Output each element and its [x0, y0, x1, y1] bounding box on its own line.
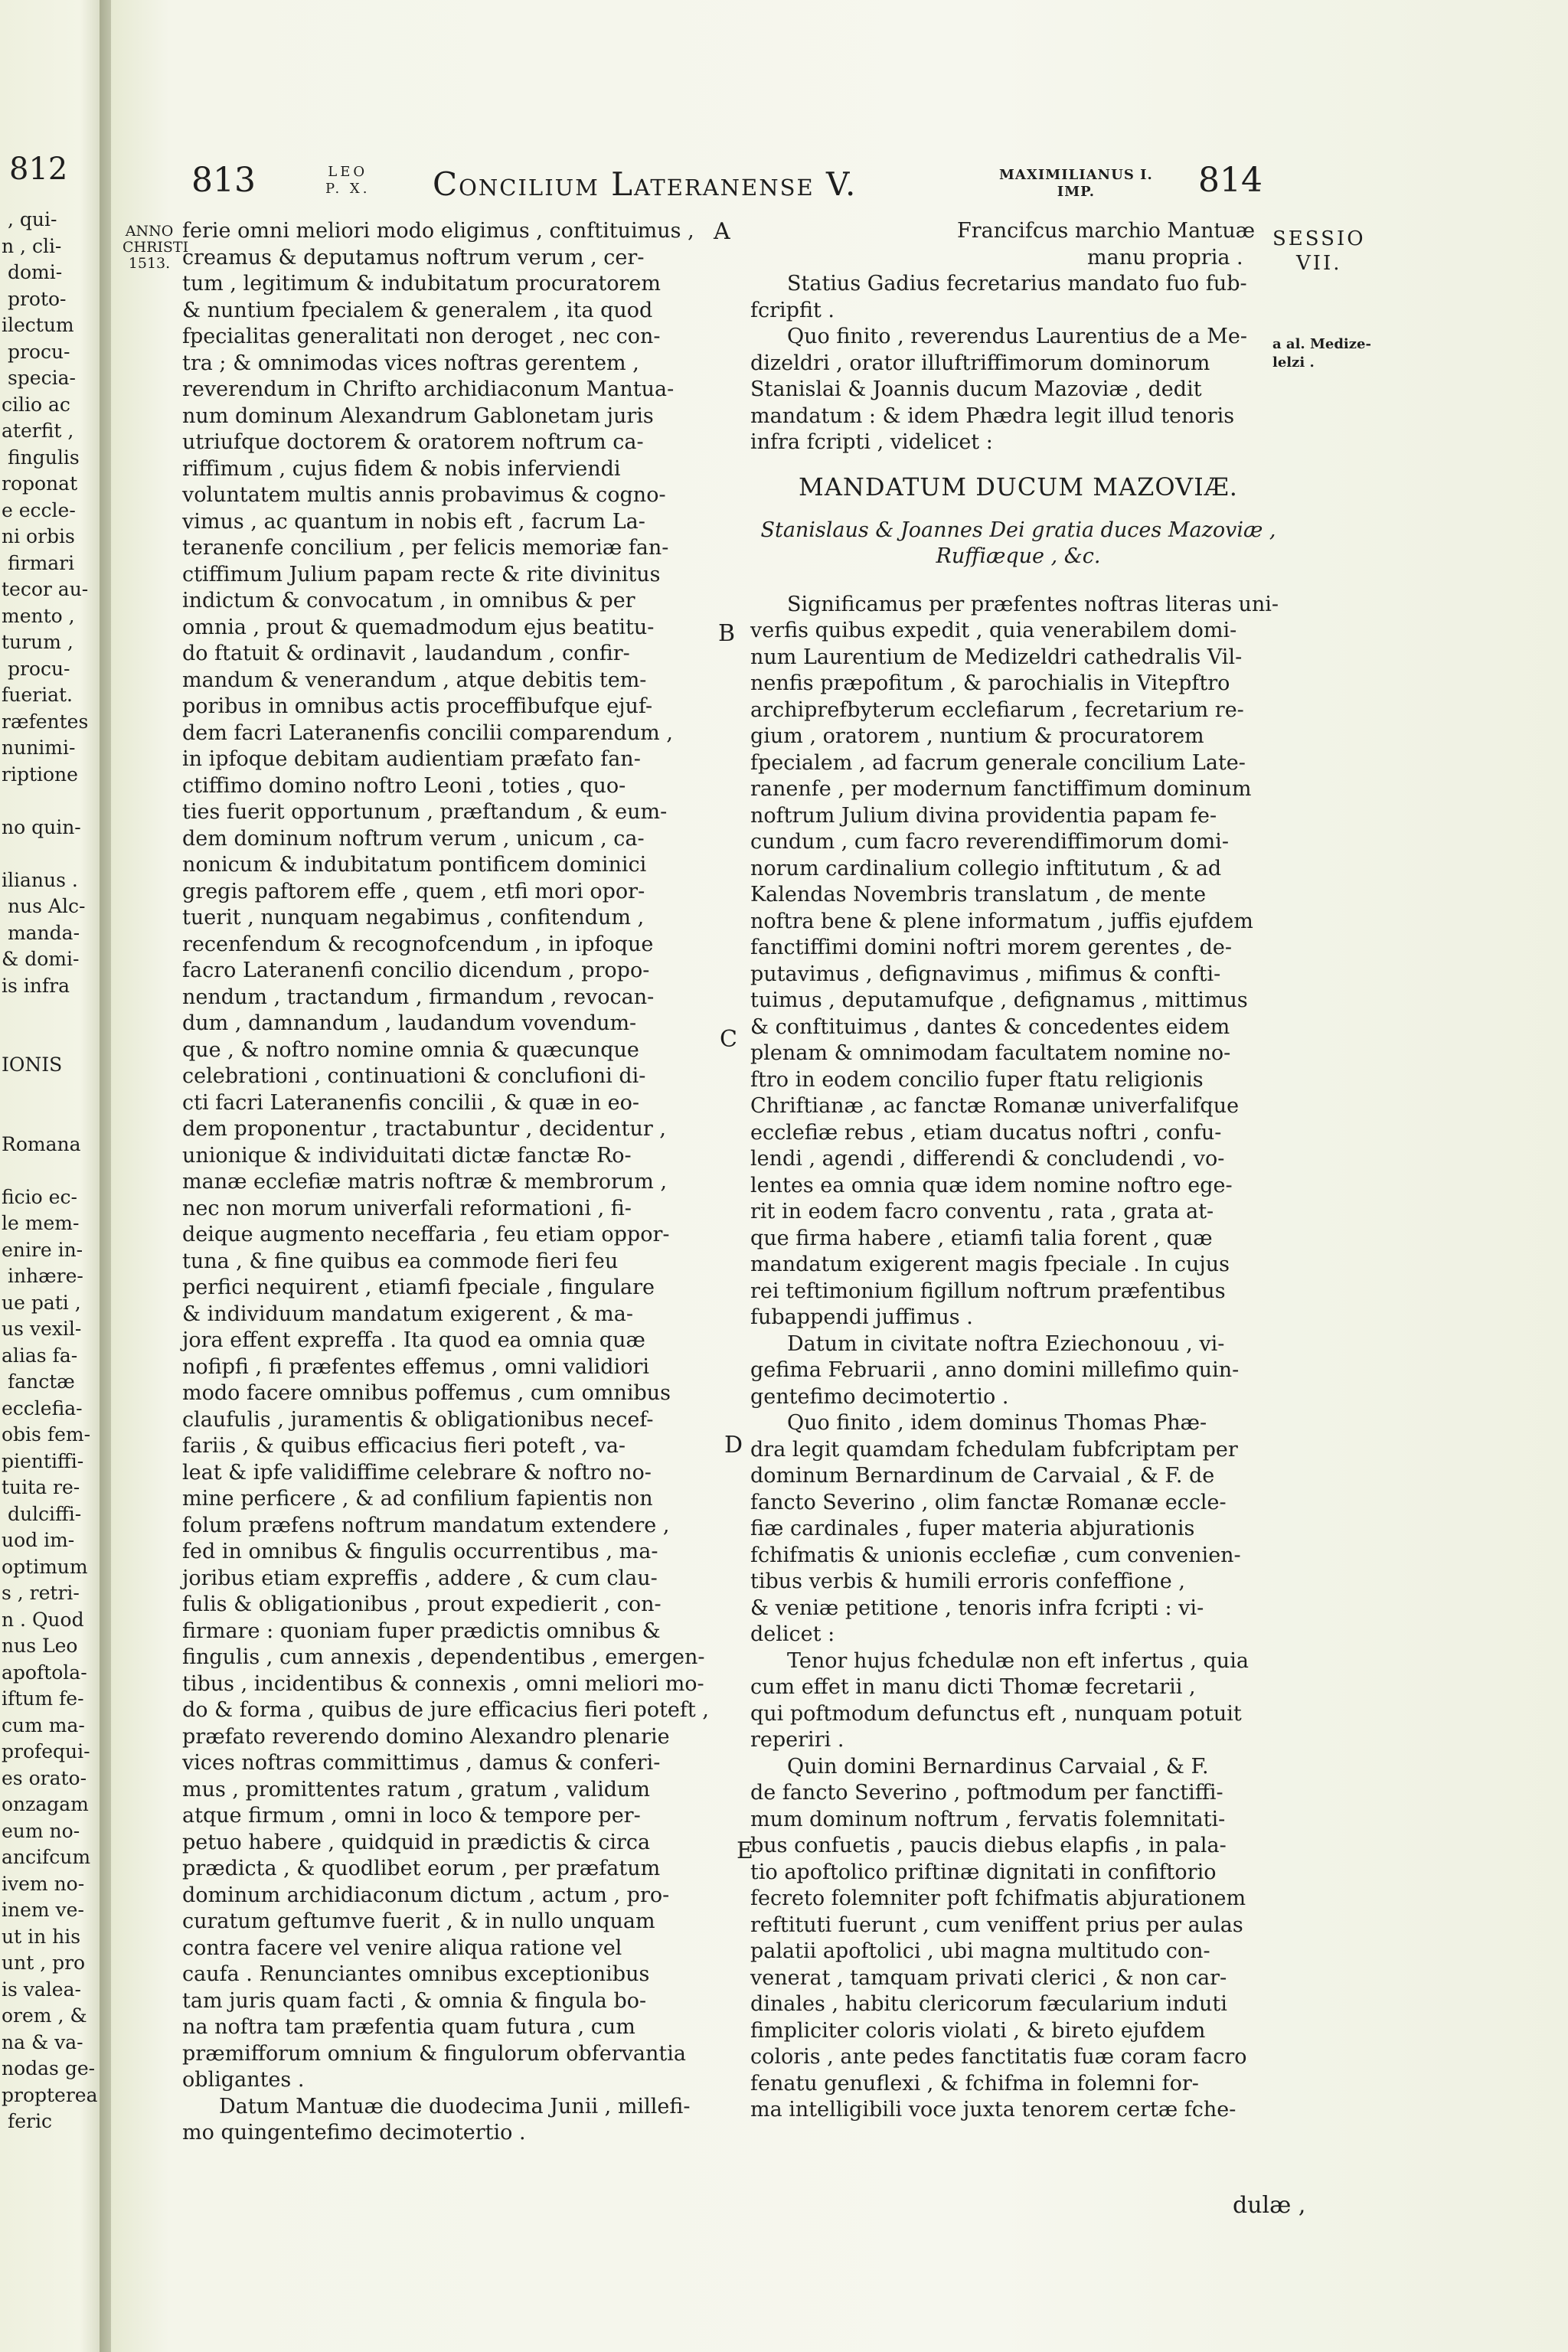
text-line: leat & ipfe validiffime celebrare & noftro no- — [182, 1460, 652, 1485]
text-line: contra facere vel venire aliqua ratione vel — [182, 1936, 622, 1960]
left-page-line: alias fa- — [2, 1344, 78, 1367]
text-line: obligantes . — [182, 2068, 305, 2092]
paragraph-line: rei teftimonium figillum noftrum præfentibus — [750, 1279, 1226, 1303]
left-page-line: us vexil- — [2, 1318, 82, 1340]
subheading-line: Ruffiæque , &c. — [936, 544, 1101, 568]
page-title: Concilium Lateranense V. — [433, 165, 858, 203]
left-page-line: ue pati , — [2, 1291, 81, 1314]
left-page-line: es orato- — [2, 1766, 87, 1789]
paragraph-line: ma intelligibili voce juxta tenorem certæ fche- — [750, 2098, 1236, 2122]
left-page-line — [2, 841, 115, 867]
text-line: na noftra tam præfentia quam futura , cum — [182, 2015, 635, 2039]
paragraph-line: fecreto folemniter poft fchifmatis abjurationem — [750, 1886, 1246, 1910]
left-page-line: e eccle- — [2, 498, 76, 521]
paragraph-line: & veniæ petitione , tenoris infra fcripti : vi- — [750, 1596, 1204, 1620]
paragraph-line: dominum Bernardinum de Carvaial , & F. de — [750, 1464, 1215, 1488]
paragraph-line: Datum in civitate noftra Eziechonouu , vi- — [787, 1331, 1225, 1356]
left-page-line: aterfit , — [2, 420, 74, 442]
text-line: fariis , & quibus efficacius fieri poteft , va- — [182, 1434, 626, 1458]
left-page-line: ficio ec- — [2, 1185, 77, 1208]
paragraph-line: dinales , habitu clericorum fæcularium induti — [750, 1992, 1227, 2016]
text-line: nonicum & indubitatum pontificem dominici — [182, 853, 647, 877]
paragraph-line: cum effet in manu dicti Thomæ fecretarii , — [750, 1675, 1196, 1699]
text-line: creamus & deputamus noftrum verum , cer- — [182, 245, 645, 270]
left-page-edge — [0, 0, 115, 2352]
paragraph-line: tio apoftolico priftinæ dignitati in confiftorio — [750, 1860, 1217, 1884]
text-line: dem proponentur , tractabuntur , decidentur , — [182, 1117, 666, 1141]
left-page-line — [2, 788, 115, 815]
left-page-line: mento , — [2, 604, 75, 627]
paragraph-line: fancto Severino , olim fanctæ Romanæ eccle- — [750, 1490, 1227, 1514]
left-page-line: Romana — [2, 1132, 81, 1155]
left-page-line: IONIS — [2, 1054, 63, 1076]
text-line: do ftatuit & ordinavit , laudandum , confir- — [182, 642, 630, 665]
left-page-line: propterea — [2, 2083, 98, 2106]
left-page-line: cilio ac — [2, 393, 70, 416]
left-page-line: apoftola- — [2, 1661, 87, 1684]
left-page-line: cum ma- — [2, 1713, 85, 1736]
left-page-line: feric — [2, 2110, 52, 2132]
text-line: modo facere omnibus poffemus , cum omnibus — [182, 1381, 671, 1405]
text-line: ctiffimo domino noftro Leoni , toties , quo- — [182, 773, 626, 798]
section-heading: MANDATUM DUCUM MAZOVIÆ. — [799, 472, 1238, 501]
left-page-line: is valea- — [2, 1978, 81, 2001]
left-page-line: , qui- — [2, 208, 57, 230]
margin-sessio: SESSIO VII. — [1272, 227, 1366, 275]
text-line: teranenfe concilium , per felicis memoriæ fan- — [182, 536, 669, 560]
left-page-line: roponat — [2, 472, 78, 495]
text-line: fpecialitas generalitati non deroget , nec con- — [182, 325, 661, 348]
paragraph-line: noftrum Julium divina providentia papam fe- — [750, 803, 1217, 828]
left-page-line: le mem- — [2, 1212, 80, 1234]
text-line: præmifforum omnium & fingulorum obfervantia — [182, 2041, 686, 2066]
paragraph-line: Statius Gadius fecretarius mandato fuo fub- — [787, 272, 1247, 296]
text-line: reverendum in Chrifto archidiaconum Mantua- — [182, 377, 675, 401]
paragraph-line: rit in eodem facro conventu , rata , grata at- — [750, 1200, 1214, 1223]
left-page-line: n , cli- — [2, 234, 62, 257]
left-page-line: procu- — [2, 657, 70, 680]
paragraph-line: putavimus , defignavimus , mifimus & confti- — [750, 962, 1221, 986]
left-page-line: ancifcum — [2, 1846, 91, 1868]
text-line: mine perficere , & ad confilium fapientis non — [182, 1487, 653, 1511]
text-line: perfici nequirent , etiamfi fpeciale , fingulare — [182, 1276, 655, 1299]
left-page-line — [2, 999, 115, 1026]
dated-line: mo quingentefimo decimotertio . — [182, 2121, 526, 2145]
text-line: nec non morum univerfali reformationi , fi- — [182, 1196, 632, 1220]
text-line: jora effent expreffa . Ita quod ea omnia quæ — [182, 1328, 645, 1352]
left-page-line: orem , & — [2, 2004, 87, 2027]
text-line: cti facri Lateranenfis concilii , & quæ in eo- — [182, 1090, 639, 1115]
text-line: & individuum mandatum exigerent , & ma- — [182, 1302, 634, 1326]
text-line: fed in omnibus & fingulis occurrentibus , ma- — [182, 1540, 658, 1563]
paragraph-line: mandatum exigerent magis fpeciale . In cujus — [750, 1253, 1230, 1276]
text-line: unionique & individuitati dictæ fanctæ Ro- — [182, 1143, 632, 1168]
left-page-line: ut in his — [2, 1925, 81, 1948]
left-page-line: enire in- — [2, 1238, 83, 1261]
left-page-line: nus Leo — [2, 1635, 78, 1657]
text-line: recenfendum & recognofcendum , in ipfoque — [182, 932, 654, 956]
text-line: fingulis , cum annexis , dependentibus , emergen- — [182, 1645, 705, 1669]
text-line: omnia , prout & quemadmodum ejus beatitu- — [182, 615, 655, 639]
left-page-line: domi- — [2, 261, 63, 283]
paragraph-line: Quo finito , idem dominus Thomas Phæ- — [787, 1411, 1207, 1435]
text-line: præfato reverendo domino Alexandro plenarie — [182, 1724, 670, 1749]
paragraph-line: gefima Februarii , anno domini millefimo quin- — [750, 1358, 1240, 1382]
paragraph-line: dra legit quamdam fchedulam fubfcriptam per — [750, 1437, 1238, 1462]
paragraph-line: Chriftianæ , ac fanctæ Romanæ univerfalifque — [750, 1094, 1240, 1118]
paragraph-line: que firma habere , etiamfi talia forent , quæ — [750, 1226, 1213, 1250]
left-page-line — [2, 1105, 115, 1132]
left-page-line: no quin- — [2, 815, 81, 838]
paragraph-line: archiprefbyterum ecclefiarum , fecretarium re- — [750, 697, 1244, 722]
text-line: utriufque doctorem & oratorem noftrum ca- — [182, 430, 644, 454]
text-line: atque firmum , omni in loco & tempore per- — [182, 1804, 641, 1828]
paragraph-line: & conftituimus , dantes & concedentes eidem — [750, 1014, 1230, 1039]
paragraph-line: lendi , agendi , differendi & concludendi , vo- — [750, 1147, 1225, 1171]
paragraph-line: qui poftmodum defunctus eft , nunquam potuit — [750, 1701, 1242, 1726]
left-page-text — [2, 207, 115, 2135]
paragraph-line: delicet : — [750, 1622, 835, 1646]
paragraph-line: ftro in eodem concilio fuper ftatu religionis — [750, 1067, 1204, 1092]
text-line: indictum & convocatum , in omnibus & per — [182, 589, 635, 612]
paragraph-line: Significamus per præfentes noftras literas uni- — [787, 592, 1279, 616]
text-line: do & forma , quibus de jure efficacius fieri poteft , — [182, 1698, 709, 1722]
paragraph-line: fimpliciter coloris violati , & bireto ejufdem — [750, 2018, 1206, 2043]
text-line: riffimum , cujus fidem & nobis inferviendi — [182, 456, 621, 481]
text-line: ferie omni meliori modo eligimus , conftituimus , — [182, 219, 694, 243]
left-page-line: nus Alc- — [2, 895, 86, 917]
left-page-line: profequi- — [2, 1740, 90, 1762]
left-page-line — [2, 1026, 115, 1053]
spacer — [750, 570, 1286, 592]
text-line: & nuntium fpecialem & generalem , ita quod — [182, 298, 653, 322]
text-line: claufulis , juramentis & obligationibus necef- — [182, 1407, 654, 1432]
left-page-line: onzagam — [2, 1793, 89, 1815]
paragraph-line: gium , oratorem , nuntium & procuratorem — [750, 724, 1204, 748]
left-page-line: ilianus . — [2, 868, 78, 891]
text-line: celebrationi , continuationi & conclufioni di- — [182, 1064, 646, 1088]
text-line: dem facri Lateranenfis concilii comparendum , — [182, 720, 673, 745]
left-page-line: unt , pro — [2, 1952, 86, 1974]
left-page-line: dulciffi- — [2, 1502, 82, 1525]
text-line: nendum , tractandum , firmandum , revocan- — [182, 985, 655, 1009]
left-page-line: pientiffi- — [2, 1449, 84, 1472]
left-column — [182, 218, 718, 2147]
signature-line: Francifcus marchio Mantuæ — [957, 219, 1256, 243]
paragraph-line: gentefimo decimotertio . — [750, 1384, 1009, 1409]
left-page-line: procu- — [2, 340, 70, 363]
emperor-label: MAXIMILIANUS I. IMP. — [999, 167, 1153, 200]
paragraph-line: nenfis præpofitum , & parochialis in Vitepftro — [750, 671, 1230, 695]
text-line: ctiffimum Julium papam recte & rite divinitus — [182, 562, 661, 586]
left-page-line: eum no- — [2, 1819, 80, 1842]
pope-label: LEO P. X. — [325, 164, 371, 197]
left-page-line: & domi- — [2, 948, 80, 970]
paragraph-line: fubappendi juffimus . — [750, 1305, 973, 1329]
text-line: tam juris quam facti , & omnia & fingula bo- — [182, 1988, 647, 2013]
paragraph-line: Quin domini Bernardinus Carvaial , & F. — [787, 1754, 1209, 1779]
text-line: vices noftras committimus , damus & conferi- — [182, 1751, 661, 1775]
right-column — [750, 218, 1286, 2124]
section-letter-e: E — [737, 1838, 753, 1864]
section-letter-a: A — [714, 218, 730, 245]
paragraph-line: tuimus , deputamufque , defignamus , mittimus — [750, 988, 1248, 1012]
text-line: mus , promittentes ratum , gratum , validum — [182, 1777, 650, 1802]
section-letter-d: D — [724, 1432, 743, 1459]
paragraph-line: cundum , cum facro reverendiffimorum domi- — [750, 830, 1229, 854]
left-page-line: n . Quod — [2, 1608, 84, 1631]
left-page-line — [2, 1158, 115, 1184]
paragraph-line: fanctiffimi domini noftri morem gerentes , de- — [750, 936, 1233, 959]
running-header — [191, 161, 1263, 207]
text-line: curatum geftumve fuerit , & in nullo unquam — [182, 1909, 655, 1933]
paragraph-line: mum dominum noftrum , fervatis folemnitati- — [750, 1807, 1226, 1831]
left-page-line — [2, 1079, 115, 1106]
text-line: joribus etiam expreffis , addere , & cum clau- — [182, 1566, 658, 1590]
catchword: dulæ , — [1233, 2192, 1306, 2219]
signature-line: manu propria . — [1087, 245, 1243, 270]
page-number-left: 813 — [191, 161, 256, 200]
left-page-line: inhære- — [2, 1265, 83, 1287]
left-page-line: uod im- — [2, 1529, 75, 1551]
margin-note: a al. Medize- lelzi . — [1272, 336, 1371, 371]
section-letter-b: B — [718, 620, 736, 647]
left-page-line: inem ve- — [2, 1899, 84, 1921]
text-line: tuerit , nunquam negabimus , confitendum , — [182, 906, 645, 929]
paragraph-line: num Laurentium de Medizeldri cathedralis Vil- — [750, 645, 1243, 669]
right-column-body — [750, 592, 1286, 2124]
paragraph-line: fenatu genuflexi , & fchifma in folemni for- — [750, 2071, 1199, 2096]
paragraph-line: fchifmatis & unionis ecclefiæ , cum convenien- — [750, 1543, 1241, 1567]
left-page-line: fingulis — [2, 446, 80, 469]
text-line: mandum & venerandum , atque debitis tem- — [182, 668, 647, 692]
text-line: que , & noftro nomine omnia & quæcunque — [182, 1037, 639, 1062]
subheading-line: Stanislaus & Joannes Dei gratia duces Mazoviæ , — [760, 518, 1276, 542]
text-line: prædicta , & quodlibet eorum , per præfatum — [182, 1857, 661, 1880]
text-line: caufa . Renunciantes omnibus exceptionibus — [182, 1962, 650, 1986]
left-page-line: fanctæ — [2, 1370, 75, 1393]
text-line: num dominum Alexandrum Gablonetam juris — [182, 403, 654, 428]
text-line: firmare : quoniam fuper prædictis omnibus & — [182, 1619, 661, 1643]
text-line: nofipfi , fi præfentes effemus , omni validiori — [182, 1354, 650, 1379]
text-line: vimus , ac quantum in nobis eft , facrum La- — [182, 509, 645, 534]
text-line: tuna , & fine quibus ea commode fieri feu — [182, 1249, 619, 1273]
margin-anno-christi: ANNO CHRISTI 1513. — [122, 223, 189, 272]
left-page-line: riptione — [2, 763, 78, 786]
left-page-line: tuita re- — [2, 1476, 80, 1498]
left-page-line: turum , — [2, 631, 74, 653]
text-line: dominum archidiaconum dictum , actum , pro- — [182, 1883, 670, 1907]
paragraph-line: de fancto Severino , poftmodum per fanctiffi- — [750, 1781, 1223, 1805]
left-page-line: obis fem- — [2, 1423, 91, 1446]
page-number-right: 814 — [1198, 161, 1263, 200]
left-page-line: nunimi- — [2, 737, 76, 759]
paragraph-line: venerat , tamquam privati clerici , & non car- — [750, 1965, 1227, 1990]
left-column-text — [182, 218, 718, 2094]
paragraph-line: fcripfit . — [750, 298, 835, 322]
paragraph-line: ranenfe , per modernum fanctiffimum dominum — [750, 777, 1252, 801]
paragraph-line: ecclefiæ rebus , etiam ducatus noftri , confu- — [750, 1120, 1222, 1145]
paragraph-line: mandatum : & idem Phædra legit illud tenoris — [750, 403, 1235, 428]
paragraph-line: noftra bene & plene informatum , juffis ejufdem — [750, 909, 1253, 933]
left-page-line: proto- — [2, 287, 67, 310]
paragraph-line: dizeldri , orator illuftriffimorum dominorum — [750, 351, 1210, 375]
left-page-line: fueriat. — [2, 684, 73, 706]
text-line: dum , damnandum , laudandum vovendum- — [182, 1011, 637, 1035]
text-line: folum præfens noftrum mandatum extendere , — [182, 1513, 670, 1537]
text-line: gregis paftorem effe , quem , etfi mori opor- — [182, 879, 645, 903]
left-page-line: nodas ge- — [2, 2057, 96, 2079]
left-page-folio: 812 — [9, 152, 68, 187]
left-page-line: ivem no- — [2, 1872, 85, 1895]
paragraph-line: tibus verbis & humili erroris confeffione , — [750, 1570, 1185, 1593]
text-line: fulis & obligationibus , prout expedierit , con- — [182, 1592, 662, 1616]
text-line: tum , legitimum & indubitatum procuratorem — [182, 272, 661, 296]
left-page-line: tecor au- — [2, 578, 89, 600]
section-letter-c: C — [720, 1026, 737, 1053]
left-page-line: iftum fe- — [2, 1687, 84, 1710]
text-line: tra ; & omnimodas vices noftras gerentem , — [182, 351, 639, 375]
text-line: petuo habere , quidquid in prædictis & circa — [182, 1830, 651, 1854]
paragraph-line: plenam & omnimodam facultatem nomine no- — [750, 1041, 1231, 1065]
dated-line: Datum Mantuæ die duodecima Junii , millefi- — [219, 2094, 691, 2118]
paragraph-line: reftituti fuerunt , cum veniffent prius per aulas — [750, 1913, 1243, 1937]
paragraph-line: infra fcripti , videlicet : — [750, 430, 993, 454]
text-line: facro Lateranenfi concilio dicendum , propo- — [182, 959, 650, 982]
paragraph-line: lentes ea omnia quæ idem nomine noftro ege- — [750, 1173, 1233, 1197]
text-line: dem dominum noftrum verum , unicum , ca- — [182, 826, 645, 851]
left-page-line: firmari — [2, 551, 75, 574]
text-line: ties fuerit opportunum , præftandum , & eum- — [182, 800, 668, 824]
paragraph-line: fiæ cardinales , fuper materia abjurationis — [750, 1517, 1195, 1540]
paragraph-line: reperiri . — [750, 1728, 844, 1752]
text-line: poribus in omnibus actis proceffibufque ejuf- — [182, 694, 653, 718]
left-page-line: s , retri- — [2, 1582, 80, 1604]
text-line: deique augmento neceffaria , feu etiam oppor- — [182, 1223, 670, 1246]
left-page-line: is infra — [2, 974, 70, 997]
paragraph-line: fpecialem , ad facrum generale concilium Late- — [750, 750, 1246, 775]
left-page-line: ræfentes — [2, 710, 89, 733]
left-page-line: ecclefia- — [2, 1396, 83, 1419]
paragraph-line: Kalendas Novembris translatum , de mente — [750, 883, 1207, 906]
paragraph-line: Tenor hujus fchedulæ non eft infertus , quia — [787, 1648, 1249, 1673]
paragraph-line: Stanislai & Joannis ducum Mazoviæ , dedit — [750, 377, 1202, 401]
left-page-line: ilectum — [2, 314, 74, 336]
text-line: tibus , incidentibus & connexis , omni meliori mo- — [182, 1671, 704, 1696]
paragraph-line: coloris , ante pedes fanctitatis fuæ coram facro — [750, 2045, 1247, 2069]
left-page-line: ni orbis — [2, 525, 75, 547]
paragraph-line: palatii apoftolici , ubi magna multitudo con- — [750, 1939, 1210, 1963]
left-page-line: manda- — [2, 921, 80, 944]
left-page-line: specia- — [2, 367, 76, 389]
text-line: voluntatem multis annis probavimus & cogno- — [182, 483, 666, 507]
text-line: manæ ecclefiæ matris noftræ & membrorum , — [182, 1170, 668, 1194]
paragraph-line: norum cardinalium collegio inftitutum , & ad — [750, 856, 1222, 880]
paragraph-line: Quo finito , reverendus Laurentius de a Me- — [787, 325, 1248, 348]
paragraph-line: verfis quibus expedit , quia venerabilem domi- — [750, 619, 1237, 642]
left-page-line: optimum — [2, 1555, 88, 1578]
left-page-line: na & va- — [2, 2030, 83, 2053]
paragraph-line: bus confuetis , paucis diebus elapfis , in pala- — [750, 1834, 1227, 1857]
text-line: in ipfoque debitam audientiam præfato fan- — [182, 747, 641, 771]
